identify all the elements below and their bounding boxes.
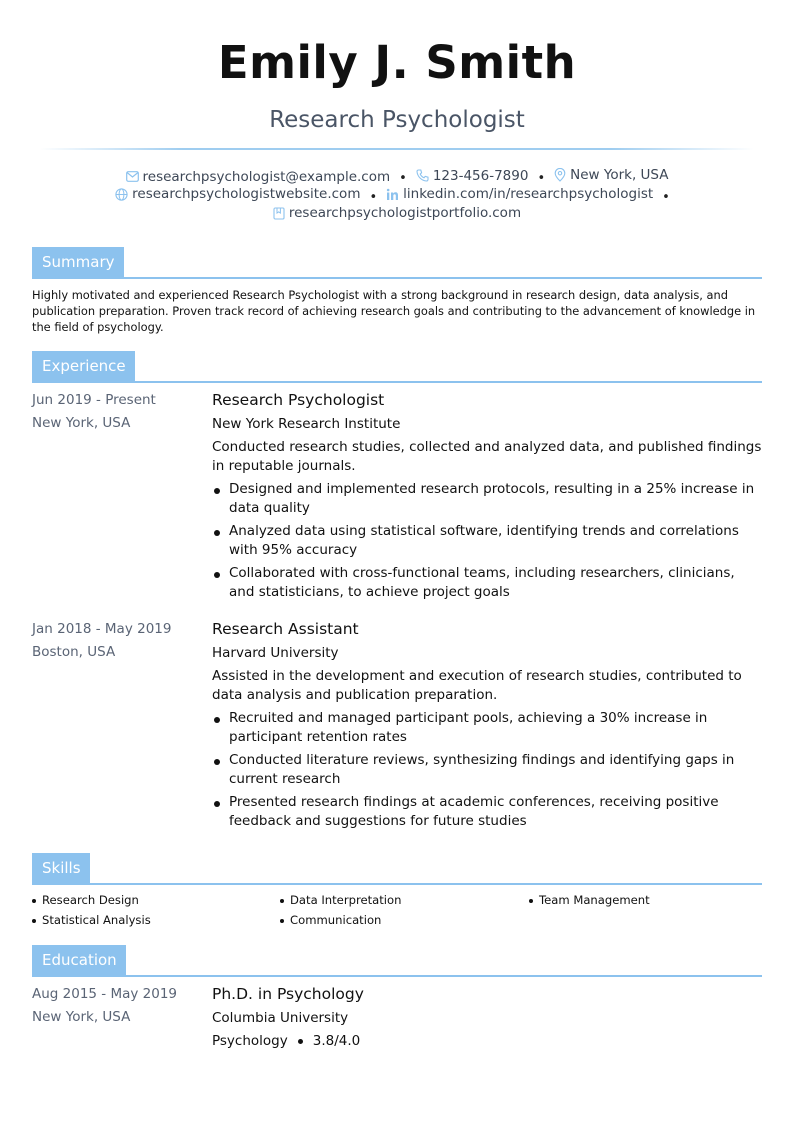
- section-experience-header: [32, 351, 762, 383]
- section-rule: [32, 883, 762, 885]
- experience-description: Conducted research studies, collected and analyzed data, and published findings in reputable journals.: [212, 439, 762, 474]
- separator-dot: •: [662, 189, 670, 205]
- skill-item: Research Design: [32, 893, 139, 907]
- experience-description: Assisted in the development and execution of research studies, contributed to data analysis and publication preparation.: [212, 668, 742, 703]
- header-divider: [40, 148, 754, 150]
- experience-bullet: Presented research findings at academic conferences, receiving positive feedback and suggestions for future studies: [212, 793, 762, 831]
- experience-title: Research Psychologist: [212, 391, 385, 409]
- education-degree: Ph.D. in Psychology: [212, 985, 364, 1003]
- experience-dates: Jan 2018 - May 2019: [32, 621, 172, 637]
- experience-organization: Harvard University: [212, 645, 339, 661]
- separator-dot: •: [369, 189, 378, 205]
- contact-email[interactable]: researchpsychologist@example.com: [142, 168, 391, 185]
- map-pin-icon: [554, 168, 566, 182]
- contact-line-3: [0, 205, 794, 224]
- separator-dot: [298, 1039, 303, 1044]
- contact-line-2: [0, 186, 794, 205]
- skill-item: Team Management: [529, 893, 650, 907]
- contact-line-1: [0, 167, 794, 186]
- candidate-role: Research Psychologist: [269, 107, 525, 133]
- experience-dates: Jun 2019 - Present: [32, 392, 156, 408]
- experience-bullets: [212, 709, 762, 831]
- education-meta: [212, 1032, 762, 1051]
- experience-bullet: Designed and implemented research protocols, resulting in a 25% increase in data quality: [212, 480, 762, 518]
- experience-bullets: [212, 480, 762, 602]
- phone-icon: [416, 169, 429, 182]
- separator-dot: •: [537, 171, 546, 186]
- experience-organization: New York Research Institute: [212, 416, 401, 432]
- experience-bullet: Recruited and managed participant pools, achieving a 30% increase in participant retention rates: [212, 709, 762, 747]
- skill-item: Statistical Analysis: [32, 913, 151, 927]
- experience-location: New York, USA: [32, 415, 131, 431]
- section-rule: [32, 381, 762, 383]
- section-summary-header: [32, 247, 762, 279]
- contact-linkedin[interactable]: linkedin.com/in/researchpsychologist: [403, 186, 654, 202]
- section-title-experience: Experience: [32, 351, 135, 382]
- experience-bullet: Analyzed data using statistical software, identifying trends and correlations with 95% accuracy: [212, 522, 762, 560]
- section-title-education: Education: [32, 945, 126, 976]
- section-title-summary: Summary: [32, 247, 124, 278]
- education-school: Columbia University: [212, 1010, 349, 1026]
- separator-dot: •: [399, 171, 407, 186]
- summary-text: Highly motivated and experienced Research Psychologist with a strong background in research design, data analysis, and publication preparation. Proven track record of achieving research goals and contributing to the advancement of knowledge in the field of psychology.: [32, 288, 756, 334]
- section-rule: [32, 277, 762, 279]
- envelope-icon: [126, 171, 139, 182]
- education-location: New York, USA: [32, 1009, 131, 1025]
- education-dates: Aug 2015 - May 2019: [32, 986, 178, 1002]
- contact-website[interactable]: researchpsychologistwebsite.com: [132, 186, 361, 202]
- experience-bullet: Collaborated with cross-functional teams, including researchers, clinicians, and statisticians, to achieve project goals: [212, 564, 762, 602]
- section-education-header: [32, 945, 762, 977]
- section-skills-header: [32, 853, 762, 885]
- contact-phone[interactable]: 123-456-7890: [432, 167, 529, 184]
- globe-icon: [115, 188, 128, 201]
- contact-portfolio[interactable]: researchpsychologistportfolio.com: [288, 205, 522, 221]
- skill-item: Communication: [280, 913, 381, 927]
- linkedin-icon: [386, 188, 399, 201]
- experience-bullet: Conducted literature reviews, synthesizing findings and identifying gaps in current research: [212, 751, 762, 789]
- education-gpa: 3.8/4.0: [312, 1033, 361, 1049]
- section-rule: [32, 975, 762, 977]
- education-field: Psychology: [212, 1033, 288, 1049]
- bookmark-icon: [273, 207, 285, 220]
- experience-title: Research Assistant: [212, 620, 359, 638]
- experience-location: Boston, USA: [32, 644, 116, 660]
- candidate-name: Emily J. Smith: [217, 36, 577, 89]
- contact-location: New York, USA: [570, 167, 669, 183]
- skill-item: Data Interpretation: [280, 893, 401, 907]
- section-title-skills: Skills: [32, 853, 90, 884]
